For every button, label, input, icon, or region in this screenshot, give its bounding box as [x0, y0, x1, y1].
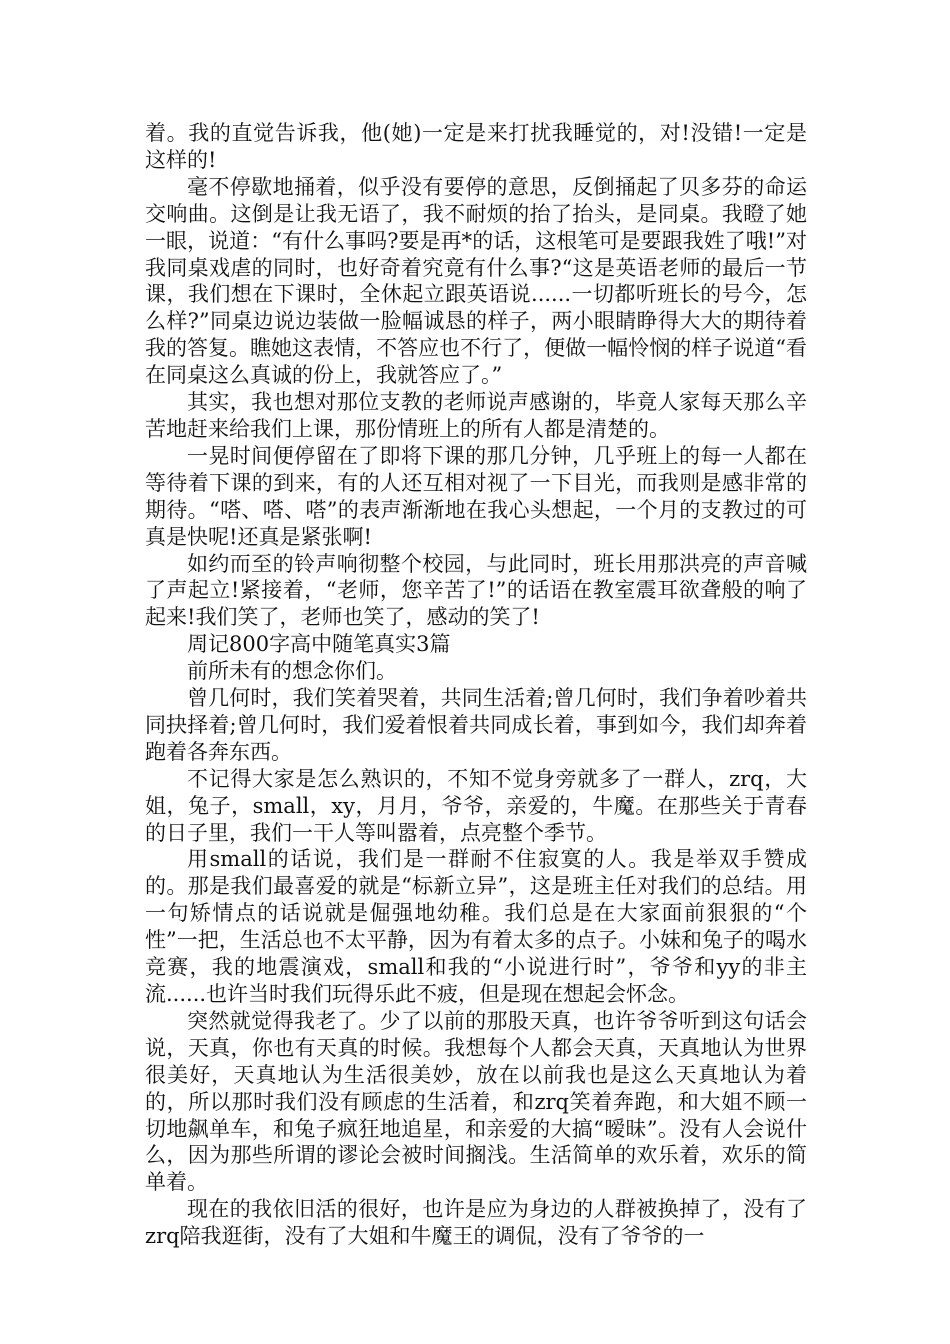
paragraph: 曾几何时，我们笑着哭着，共同生活着;曾几何时，我们争着吵着共同抉择着;曾几何时，我们爱着恨着共同成长着，事到如今，我们却奔着跑着各奔东西。	[145, 686, 807, 764]
section-heading: 周记800字高中随笔真实3篇	[187, 632, 451, 657]
paragraph: 现在的我依旧活的很好，也许是应为身边的人群被换掉了，没有了zrq陪我逛街，没有了大姐和牛魔王的调侃，没有了爷爷的一	[145, 1197, 807, 1249]
paragraph: 一晃时间便停留在了即将下课的那几分钟，几乎班上的每一人都在等待着下课的到来，有的人还互相对视了一下目光，而我则是感非常的期待。“嗒、嗒、嗒”的表声渐渐地在我心头想起，一个月的支教过的可真是快呢!还真是紧张啊!	[145, 443, 807, 549]
paragraph: 不记得大家是怎么熟识的，不知不觉身旁就多了一群人，zrq，大姐，兔子，small，xy，月月，爷爷，亲爱的，牛魔。在那些关于青春的日子里，我们一干人等叫嚣着，点亮整个季节。	[145, 766, 807, 845]
paragraph: 前所未有的想念你们。	[187, 659, 397, 684]
paragraph: 如约而至的铃声响彻整个校园，与此同时，班长用那洪亮的声音喊了声起立!紧接着，“老师，您辛苦了!”的话语在教室震耳欲聋般的响了起来!我们笑了，老师也笑了，感动的笑了!	[145, 551, 807, 630]
paragraph: 用small的话说，我们是一群耐不住寂寞的人。我是举双手赞成的。那是我们最喜爱的就是“标新立异”，这是班主任对我们的总结。用一句矫情点的话说就是倔强地幼稚。我们总是在大家面前狠狠的“个性”一把，生活总也不太平静，因为有着太多的点子。小妹和兔子的喝水竞赛，我的地震演戏，small和我的“小说进行时”，爷爷和yy的非主流......也许当时我们玩得乐此不疲，但是现在想起会怀念。	[145, 847, 807, 1006]
document-page	[145, 120, 807, 1250]
paragraph-continuation: 着。我的直觉告诉我，他(她)一定是来打扰我睡觉的，对!没错!一定是这样的!	[145, 121, 807, 172]
paragraph: 毫不停歇地捅着，似乎没有要停的意思，反倒捅起了贝多芬的命运交响曲。这倒是让我无语了，我不耐烦的抬了抬头，是同桌。我瞪了她一眼，说道：“有什么事吗?要是再*的话，这根笔可是要跟我姓了哦!”对我同桌戏虐的同时，也好奇着究竟有什么事?“这是英语老师的最后一节课，我们想在下课时，全休起立跟英语说......一切都听班长的号今，怎么样?”同桌边说边装做一脸幅诚恳的样子，两小眼睛睁得大大的期待着我的答复。瞧她这表情，不答应也不行了，便做一幅怜悯的样子说道“看在同桌这么真诚的份上，我就答应了。”	[145, 174, 807, 388]
paragraph: 突然就觉得我老了。少了以前的那股天真，也许爷爷听到这句话会说，天真，你也有天真的时候。我想每个人都会天真，天真地认为世界很美好，天真地认为生活很美妙，放在以前我也是这么天真地认为着的，所以那时我们没有顾虑的生活着，和zrq笑着奔跑，和大姐不顾一切地飙单车，和兔子疯狂地追星，和亲爱的大搞“暧昧”。没有人会说什么，因为那些所谓的谬论会被时间搁浅。生活简单的欢乐着，欢乐的简单着。	[145, 1008, 807, 1195]
paragraph: 其实，我也想对那位支教的老师说声感谢的，毕竟人家每天那么辛苦地赶来给我们上课，那份情班上的所有人都是清楚的。	[145, 390, 807, 441]
